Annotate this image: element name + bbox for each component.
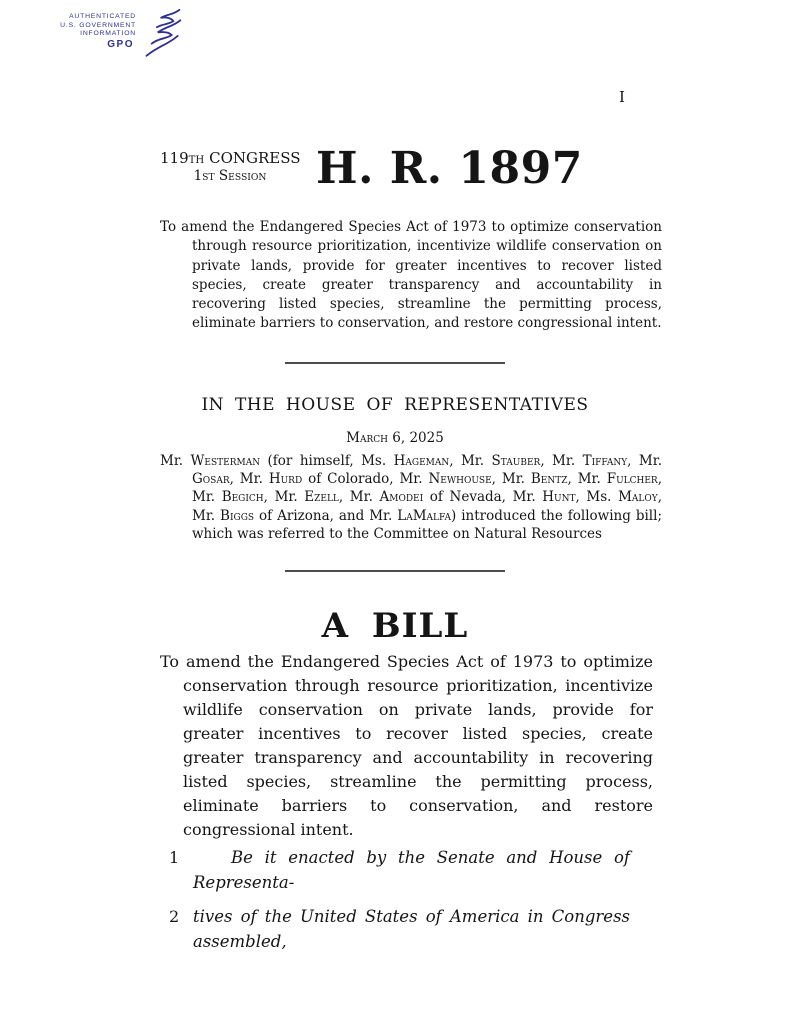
bill-title-paragraph: To amend the Endangered Species Act of 1973 to optimize conservation through resource prioritization, incentivize wildlife conservation on private lands, provide for greater incentives to recover listed species, create greater transparency and accountability in recovering listed species, streamline the permitting process, eliminate barriers to conservation, and restore congressional intent. <box>160 652 653 839</box>
line-number: 1 <box>169 848 180 867</box>
gpo-eagle-icon <box>130 7 182 67</box>
line-number: 2 <box>169 907 180 926</box>
horizontal-rule-top <box>285 362 505 364</box>
bill-heading: A BILL <box>321 606 469 646</box>
enacting-clause <box>160 845 630 963</box>
gpo-seal-acronym: GPO <box>107 38 134 50</box>
sponsors-paragraph: Mr. Westerman (for himself, Ms. Hageman, Mr. Stauber, Mr. Tiffany, Mr. Gosar, Mr. Hurd of Colorado, Mr. Newhouse, Mr. Bentz, Mr. Fulcher, Mr. Begich, Mr. Ezell, Mr. Amodei of Nevada, Mr. Hunt, Ms. Maloy, Mr. Biggs of Arizona, and Mr. LaMalfa) introduced the following bill; which was referred to the Committee on Natural Resources <box>160 453 663 542</box>
bill-header <box>160 143 630 194</box>
gpo-seal-line-authenticated: AUTHENTICATED <box>69 13 136 20</box>
introduction-date: March 6, 2025 <box>346 430 444 446</box>
page-number-roman: I <box>619 88 625 106</box>
gpo-seal-line-information: INFORMATION <box>80 30 136 38</box>
preamble-paragraph: To amend the Endangered Species Act of 1973 to optimize conservation through resource prioritization, incentivize wildlife conservation on private lands, provide for greater incentives to recover listed species, create greater transparency and accountability in recovering listed species, streamline the permitting process, eliminate barriers to conservation, and restore congressional intent. <box>160 219 662 332</box>
enacting-text: tives of the United States of America in Congress assembled, <box>193 907 630 951</box>
congress-line: 119TH CONGRESS <box>160 149 301 167</box>
gpo-seal-line-government: U.S. GOVERNMENT <box>60 21 136 29</box>
enacting-text: Be it enacted by the Senate and House of Representa- <box>193 848 630 892</box>
congress-session-block <box>160 150 300 191</box>
horizontal-rule-bottom <box>285 570 505 572</box>
session-line: 1ST SESSION <box>193 168 267 184</box>
enacting-line <box>160 904 630 954</box>
gpo-seal <box>58 7 182 67</box>
chamber-heading: IN THE HOUSE OF REPRESENTATIVES <box>201 395 589 415</box>
enacting-line <box>160 845 630 895</box>
bill-number: H. R. 1897 <box>316 143 583 194</box>
gpo-seal-text <box>58 7 136 49</box>
